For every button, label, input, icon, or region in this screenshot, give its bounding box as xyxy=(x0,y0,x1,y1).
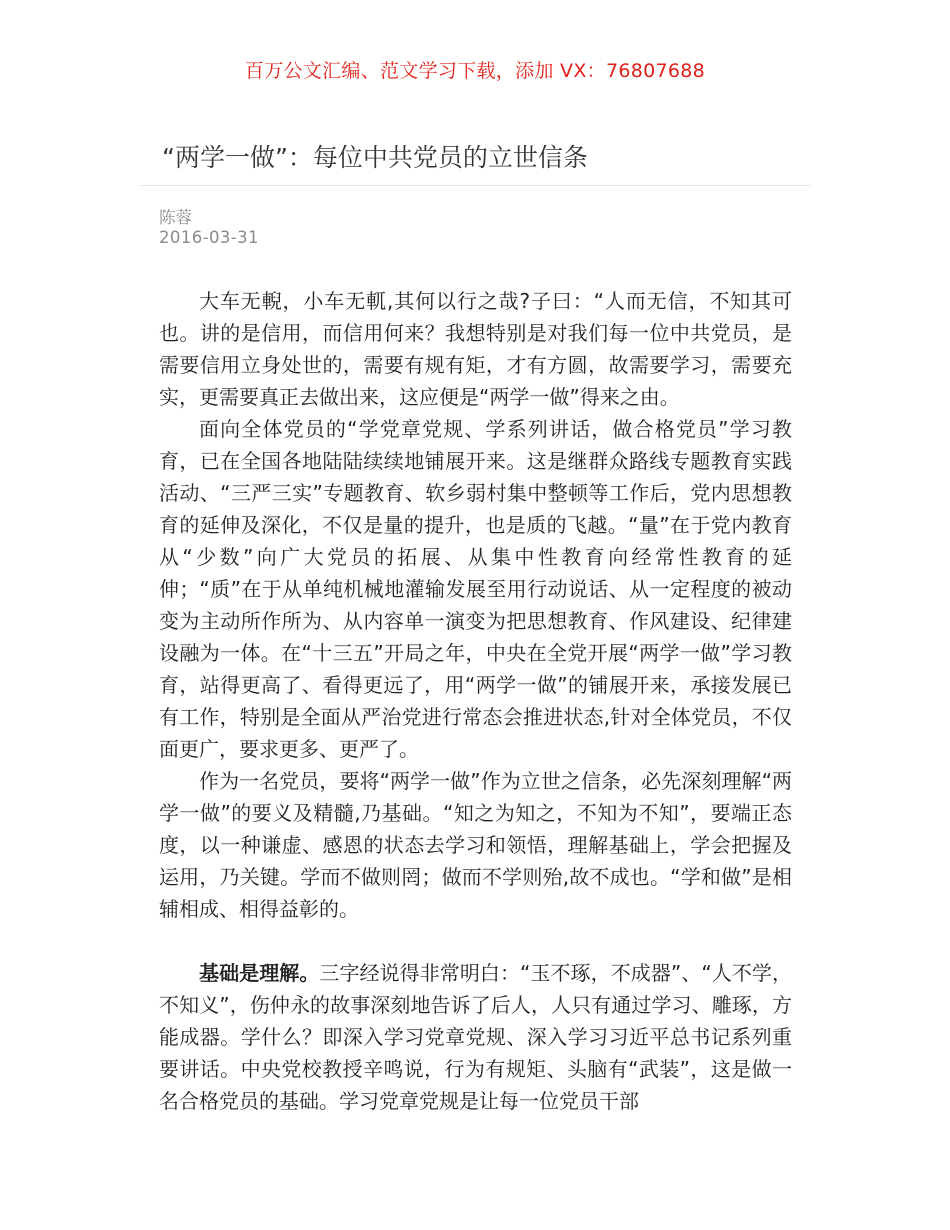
promo-banner: 百万公文汇编、范文学习下载，添加 VX：76807688 xyxy=(244,60,706,82)
paragraph: 面向全体党员的“学党章党规、学系列讲话，做合格党员”学习教育，已在全国各地陆陆续续地铺展开来。这是继群众路线专题教育实践活动、“三严三实”专题教育、软乡弱村集中整顿等工作后，党内思想教育的延伸及深化，不仅是量的提升，也是质的飞越。“量”在于党内教育从“少数”向广大党员的拓展、从集中性教育向经常性教育的延伸；“质”在于从单纯机械地灌输发展至用行动说话、从一定程度的被动变为主动所作所为、从内容单一演变为把思想教育、作风建设、纪律建设融为一体。在“十三五”开局之年，中央在全党开展“两学一做”学习教育，站得更高了、看得更远了，用“两学一做”的铺展开来，承接发展已有工作，特别是全面从严治党进行常态会推进状态,针对全体党员，不仅面更广，要求更多、更严了。 xyxy=(159,417,792,761)
title-divider xyxy=(140,185,810,186)
article-title: “两学一做”：每位中共党员的立世信条 xyxy=(162,143,588,172)
paragraph: 作为一名党员，要将“两学一做”作为立世之信条，必先深刻理解“两学一做”的要义及精髓,乃基础。“知之为知之，不知为不知”，要端正态度，以一种谦虚、感恩的状态去学习和领悟，理解基础上，学会把握及运用，乃关键。学而不做则罔；做而不学则殆,故不成也。“学和做”是相辅相成、相得益彰的。 xyxy=(159,769,792,921)
paragraph: 大车无輗，小车无軏,其何以行之哉?子曰：“人而无信，不知其可也。讲的是信用，而信用何来？我想特别是对我们每一位中共党员，是需要信用立身处世的，需要有规有矩，才有方圆，故需要学习，需要充实，更需要真正去做出来，这应便是“两学一做”得来之由。 xyxy=(159,289,792,409)
article-body xyxy=(159,285,792,1117)
article-author: 陈蓉 xyxy=(159,208,192,227)
section-lead: 基础是理解。 xyxy=(199,961,320,985)
article-date: 2016-03-31 xyxy=(159,228,259,247)
section-text: 三字经说得非常明白：“玉不琢，不成器”、“人不学，不知义”，伤仲永的故事深刻地告诉了后人，人只有通过学习、雕琢，方能成器。学什么？即深入学习党章党规、深入学习习近平总书记系列重要讲话。中央党校教授辛鸣说，行为有规矩、头脑有“武装”，这是做一名合格党员的基础。学习党章党规是让每一位党员干部 xyxy=(159,961,792,1113)
section-paragraph xyxy=(159,957,792,1117)
